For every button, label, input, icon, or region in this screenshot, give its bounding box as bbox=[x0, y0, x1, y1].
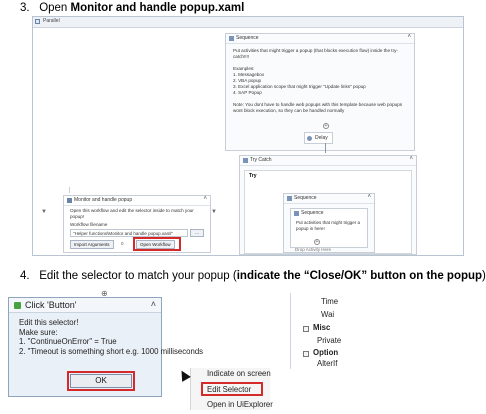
property-category: Option bbox=[313, 348, 339, 357]
inner-sequence2-header bbox=[291, 209, 367, 219]
annotation-line: 1. Messagebox bbox=[233, 72, 265, 77]
property-row[interactable]: Private bbox=[317, 336, 342, 345]
parallel-header bbox=[33, 17, 463, 28]
step-3-prefix: Open bbox=[39, 2, 71, 14]
drop-hint: Drop Activity Here bbox=[295, 247, 332, 252]
properties-panel bbox=[290, 293, 362, 369]
property-row[interactable]: AlterIf bbox=[317, 359, 338, 368]
step-4-suffix: ) bbox=[482, 270, 486, 282]
open-workflow-label: Open Workflow bbox=[140, 242, 171, 247]
mouse-cursor-icon bbox=[177, 368, 191, 382]
inner-sequence-header bbox=[284, 194, 374, 204]
workflow-filename-field[interactable]: "Helper functions\Monitor and handle popup.xaml" bbox=[70, 229, 188, 237]
highlight-open-workflow bbox=[133, 237, 181, 251]
collapse-icon[interactable] bbox=[303, 326, 309, 332]
import-count: 0 bbox=[121, 241, 124, 246]
collapse-chevron-icon[interactable]: ˄ bbox=[150, 299, 156, 309]
annotation-line: Examples: bbox=[233, 66, 255, 71]
workflow-filename-label: Workflow filename bbox=[70, 222, 108, 227]
annotation-line: 3. Excel application scope that might trigger "Update links" popup bbox=[233, 84, 366, 89]
step-4-prefix: Edit the selector to match your popup ( bbox=[39, 270, 237, 282]
step-4-number: 4. bbox=[20, 270, 30, 282]
highlight-edit-selector bbox=[201, 382, 263, 396]
sequence-icon bbox=[294, 211, 299, 216]
click-button-title: Click 'Button' bbox=[25, 300, 77, 310]
parallel-icon bbox=[35, 19, 40, 24]
step-4-instruction: indicate the “Close/OK” button on the popup bbox=[236, 270, 483, 282]
try-catch-label: Try Catch bbox=[250, 157, 272, 163]
sequence-label: Sequence bbox=[236, 35, 259, 41]
inner-annotation: Put activities that might trigger a popup in here! bbox=[296, 220, 361, 231]
add-activity-icon[interactable]: ⊕ bbox=[101, 289, 108, 298]
connector-line bbox=[325, 143, 326, 153]
sequence-icon bbox=[229, 36, 234, 41]
property-row[interactable]: Wai bbox=[321, 310, 335, 319]
monitor-description: Open this workflow and edit the selector inside to match your popup! bbox=[70, 208, 194, 219]
property-category: Misc bbox=[313, 323, 331, 332]
try-catch-header bbox=[240, 156, 416, 166]
collapse-icon[interactable] bbox=[303, 351, 309, 357]
inner-sequence-activity[interactable] bbox=[283, 193, 375, 253]
try-catch-activity[interactable] bbox=[239, 155, 417, 255]
import-arguments-label: Import Arguments bbox=[74, 242, 110, 247]
collapse-chevron-icon[interactable]: ˄ bbox=[407, 34, 411, 40]
ok-button[interactable]: OK bbox=[70, 374, 132, 388]
add-activity-icon[interactable]: + bbox=[324, 123, 328, 129]
step-3-number: 3. bbox=[20, 2, 30, 14]
expand-arrow-icon[interactable]: ▼ bbox=[41, 209, 47, 215]
annotation-line: 2. VBA popup bbox=[233, 78, 262, 83]
click-button-header bbox=[9, 298, 161, 313]
expand-arrow-icon[interactable]: ▼ bbox=[211, 209, 217, 215]
annotation-line: Put activities that might trigger a popup (that blocks execution flow) inside the try-catch!!!! bbox=[233, 48, 398, 59]
import-arguments-button[interactable] bbox=[70, 240, 114, 249]
annotation-line: Make sure: bbox=[19, 327, 58, 337]
menu-item-open-in-uiexplorer[interactable]: Open in UiExplorer bbox=[207, 400, 273, 409]
connector-line bbox=[69, 187, 70, 193]
collapse-chevron-icon[interactable]: ˄ bbox=[367, 194, 371, 200]
annotation-line: 1. "ContinueOnError" = True bbox=[19, 337, 117, 347]
monitor-label: Monitor and handle popup bbox=[74, 197, 133, 203]
annotation-line: Note: You dont have to handle web popups with this template because web popups wont block execution, so they can be handled normally bbox=[233, 102, 403, 113]
collapse-chevron-icon[interactable]: ˄ bbox=[203, 196, 207, 202]
annotation-line: Edit this selector! bbox=[19, 318, 79, 327]
monitor-header bbox=[64, 196, 210, 206]
add-activity-icon[interactable]: + bbox=[315, 239, 319, 245]
sequence-header bbox=[226, 34, 414, 44]
try-label: Try bbox=[249, 173, 257, 179]
try-block bbox=[244, 170, 412, 254]
workflow-designer-screenshot bbox=[32, 16, 464, 256]
step-4-heading bbox=[20, 270, 486, 282]
sequence-annotation bbox=[233, 48, 411, 120]
property-row[interactable]: Time bbox=[321, 297, 339, 306]
parallel-label: Parallel bbox=[43, 18, 60, 24]
collapse-chevron-icon[interactable]: ˄ bbox=[409, 156, 413, 162]
menu-item-edit-selector[interactable]: Edit Selector bbox=[207, 385, 252, 394]
menu-item-indicate-on-screen[interactable]: Indicate on screen bbox=[207, 369, 271, 378]
inner-sequence-label: Sequence bbox=[294, 195, 317, 201]
delay-label: Delay bbox=[315, 135, 328, 141]
inner-sequence2-label: Sequence bbox=[301, 210, 324, 216]
delay-icon bbox=[307, 136, 312, 141]
highlight-ok-button bbox=[67, 371, 135, 391]
annotation-line: 4. SAP Popup bbox=[233, 90, 262, 95]
invoke-workflow-icon bbox=[67, 198, 72, 203]
annotation-line: 2. "Timeout is something short e.g. 1000 milliseconds bbox=[19, 346, 204, 356]
inner-sequence2-activity[interactable] bbox=[290, 208, 368, 248]
sequence-icon bbox=[287, 196, 292, 201]
delay-activity[interactable] bbox=[304, 132, 333, 144]
try-catch-icon bbox=[243, 158, 248, 163]
browse-button[interactable]: ... bbox=[190, 229, 204, 237]
step-3-heading bbox=[20, 2, 244, 14]
click-activity-icon bbox=[14, 302, 21, 309]
step-3-filename: Monitor and handle popup.xaml bbox=[70, 2, 245, 14]
click-button-annotation bbox=[19, 318, 203, 356]
